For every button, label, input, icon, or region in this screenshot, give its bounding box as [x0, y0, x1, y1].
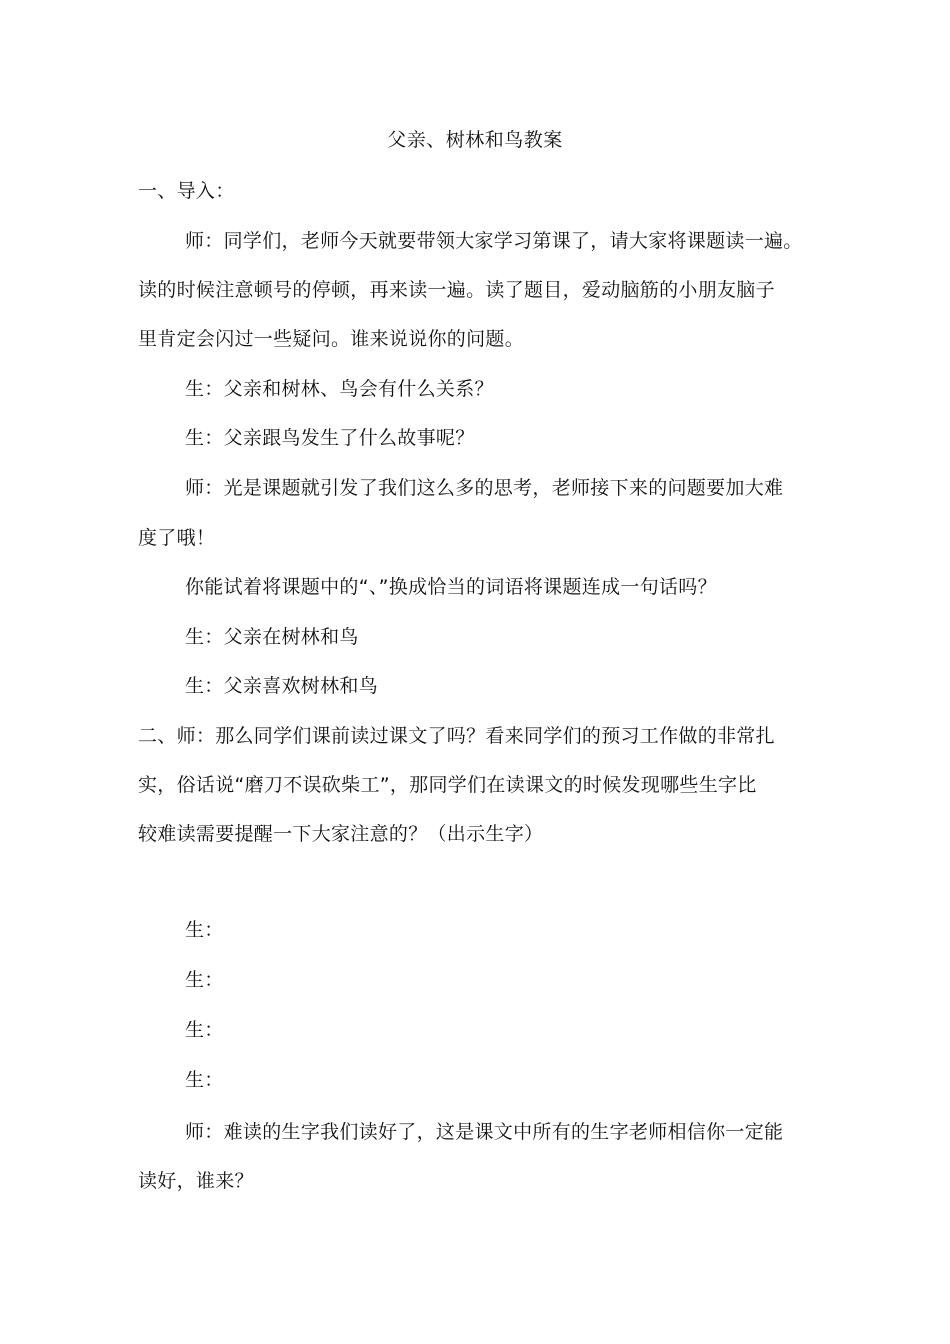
student-answer-line: 生：	[185, 969, 224, 991]
student-answer-line: 生：	[185, 919, 224, 941]
section-heading-intro: 一、导入：	[138, 180, 235, 202]
paragraph-line: 师：同学们，老师今天就要带领大家学习第课了，请大家将课题读一遍。	[185, 230, 803, 252]
section-heading-two: 二、师：那么同学们课前读过课文了吗？看来同学们的预习工作做的非常扎	[138, 725, 775, 747]
paragraph-line: 读好，谁来？	[138, 1170, 254, 1192]
student-answer-line: 生：父亲跟鸟发生了什么故事呢？	[185, 427, 475, 449]
paragraph-line: 师：光是课题就引发了我们这么多的思考，老师接下来的问题要加大难	[185, 477, 784, 499]
paragraph-line: 实，俗话说“磨刀不误砍柴工”，那同学们在读课文的时候发现哪些生字比	[138, 774, 757, 796]
student-answer-line: 生：父亲和树林、鸟会有什么关系？	[185, 378, 494, 400]
student-answer-line: 生：	[185, 1019, 224, 1041]
student-answer-line: 生：父亲在树林和鸟	[185, 626, 359, 648]
paragraph-line: 较难读需要提醒一下大家注意的？（出示生字）	[138, 823, 544, 845]
student-answer-line: 生：父亲喜欢树林和鸟	[185, 675, 379, 697]
paragraph-line: 读的时候注意顿号的停顿，再来读一遍。读了题目，爱动脑筋的小朋友脑子	[138, 279, 775, 301]
paragraph-line: 你能试着将课题中的“、”换成恰当的词语将课题连成一句话吗？	[185, 576, 717, 598]
student-answer-line: 生：	[185, 1069, 224, 1091]
paragraph-line: 里肯定会闪过一些疑问。谁来说说你的问题。	[138, 328, 525, 350]
document-title: 父亲、树林和鸟教案	[387, 129, 563, 151]
paragraph-line: 师：难读的生字我们读好了，这是课文中所有的生字老师相信你一定能	[185, 1121, 784, 1143]
paragraph-line: 度了哦！	[138, 527, 216, 549]
